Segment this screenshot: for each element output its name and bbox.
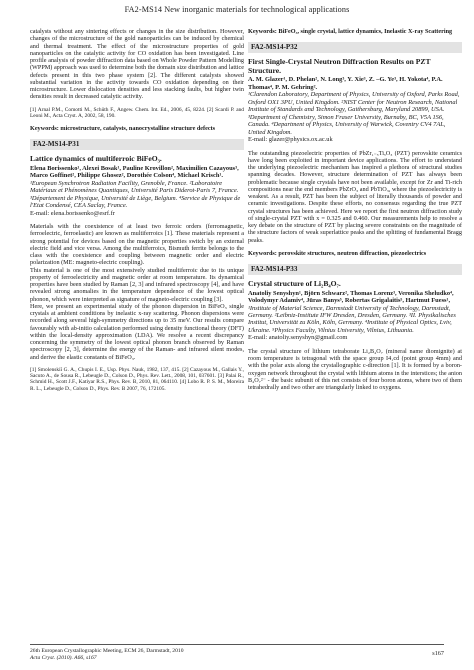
running-header: FA2-MS14 New inorganic materials for technological applications <box>124 5 350 14</box>
abstract-body-p32: The outstanding piezoelectric properties of PbZr₁₋ₓTiₓO₃ (PZT) perovskite ceramics have long been exploited in important device applications. The effort to understand the underlying piezoelectric mechanism has inspired a plethora of structural studies spanning decades. However, structure determination of PZT has always been problematic because single crystals have not been available, except for Zr and Ti-rich compositions near the end members PbZrO₃ and PbTiO₃, where the piezoelectricity is weakest. As a result, PZT has been the subject of literally thousands of powder and ceramic investigations. Despite these efforts, no consensus regarding the true PZT crystal structures has been achieved. Here we report the first neutron diffraction study of single-crystal PZT with x = 0.325 and 0.460. Our measurements help to resolve a key debate on the structure of PZT by placing severe constraints on the magnitude of the structure factors of weak superlattice peaks and the splitting of fundamental Bragg peaks. <box>248 149 462 244</box>
abstract-body1-p31: Materials with the coexistence of at least two ferroic orders (ferromagnetic, ferroelectric, ferroelastic) are known as multiferroics [1]. These materials represent a strong potential for devices based on the magnetic properties switch by an external electric field and vice versa. Among the multiferroics, Bismuth ferrite belongs to the class with the coexistence and coupling between magnetic order and electric polarization (ME: magneto-electric coupling). <box>30 223 244 267</box>
page-footer <box>30 644 444 661</box>
intro-references: [1] Arnal P.M., Comotti M., Schüth F., Angew. Chem. Int. Ed., 2006, 45, 8224. [2] Scardi P. and Leoni M., Acta Cryst. A, 2002, 58, 190. <box>30 106 244 119</box>
left-column <box>30 28 244 392</box>
keywords-p31: Keywords: BiFeO₃, single crystal, lattice dynamics, Inelastic X-ray Scattering <box>248 28 453 35</box>
intro-paragraph: catalysts without any sintering effects or changes in the size distribution. However, changes of the microstructure of the gold nanoparticles can be induced by chemical and thermal treatment. The effect of the microstructure properties of gold nanoparticles on the catalytic activity for CO oxidation has been investigated. Line profile analysis of powder diffraction data based on Whole Powder Pattern Modelling (WPPM) approach was used to determine both the domain size distribution and lattice defects present in this two phase system [2]. The different catalysts showed substantial variation in the activity towards CO oxidation depending on their microstructure. Lower dislocation densities and less stacking faults, but higher twin densities result in decreased catalytic activity. <box>30 28 244 101</box>
abstract-id-p33: FA2-MS14-P33 <box>248 264 462 275</box>
abstract-title-p33: Crystal structure of Li₂B₄O₇. <box>248 279 341 289</box>
keywords-p32: Keywords: perovskite structures, neutron diffraction, piezoelectrics <box>248 249 427 257</box>
abstract-body-p33: The crystal structure of lithium tetraborate Li₂B₄O₇ (mineral name diomignite) at room temperature is tetragonal with the space group I4₁cd (point group 4mm) and with the polar axis along the crystallographic c-direction [1]. It is formed by a boron-oxygen network throughout the crystal with lithium atoms in the interstices; the anion B₄O₇²⁻ - the basic subunit of this net consists of four boron atoms, where two of them tetrahedrally and two other are triangularly linked to oxygens. <box>248 347 462 392</box>
abstract-title-p32: First Single-Crystal Neutron Diffraction Results on PZT Structure. <box>248 57 431 75</box>
abstract-authors-p31: Elena Borissenko¹, Alexei Bosak¹, Pauline Krovillon², Maximilien Cazayous³, Marco Goffinet², Philippe Ghosez², Dorothée Colson⁴, Michael Krisch¹. <box>30 164 239 180</box>
abstract-affiliations-p31: ¹European Synchrotron Radiation Facility, Grenoble, France. ²Laboratoire Matériaux et Phénomènes Quantiques, Université Paris Diderot-Paris 7, France. ³Département de Physique, Université de Liège, Belgium. ⁴Service de Physique de l'Etat Condensé, CEA Saclay, France. <box>30 179 241 210</box>
abstract-id-p31: FA2-MS14-P31 <box>30 139 244 150</box>
page-number: s167 <box>432 650 444 657</box>
abstract-body3-p31: Here, we present an experimental study of the phonon dispersion in BiFeO₃ single crystals at ambient conditions by inelastic x-ray scattering. Phonon dispersions were recorded along several high-symmetry directions up to 35 meV. Our results compare favourably with ab-initio calculation performed using density functional theory (DFT) within the local-density approximation (LDA). We resolve a recent discrepancy concerning the symmetry of the lowest optical phonon branch observed by Raman spectroscopy [2, 3], determine the energy of the Raman- and infrared silent modes, and derive the elastic constants of BiFeO₃. <box>30 302 244 361</box>
abstract-title-p31: Lattice dynamics of multiferroic BiFeO₃. <box>30 154 162 164</box>
footer-conference: 26th European Crystallographic Meeting, ECM 26, Darmstadt, 2010 <box>30 648 184 654</box>
footer-journal: Acta Cryst. (2010). A66, s167 <box>30 654 97 661</box>
abstract-email-p32[interactable]: E-mail: glazer@physics.ox.ac.uk <box>248 136 333 144</box>
intro-keywords: Keywords: microstructure, catalysts, nanocrystalline structure defects <box>30 125 216 133</box>
abstract-affiliations-p33: ¹Institute of Material Science, Darmstadt University of Technology, Darmstadt, Germany. ²Leibniz-Institute IFW Dresden, Dresden, Germany. ³II. Physikalisches Institut, Universität zu Köln, Köln, Germany. ⁴Institute of Physical Optics, Lviv, Ukraine. ⁵Physics Faculty, Vilnius University, Vilnius, Lithuania. <box>248 304 456 334</box>
abstract-email-p33[interactable]: E-mail: anatoliy.senyshyn@gmail.com <box>248 334 348 342</box>
abstract-email-p31[interactable]: E-mail: elena.borissenko@esrf.fr <box>30 209 115 217</box>
abstract-authors-p33: Anatoliy Senyshyn¹, Björn Schwarz², Thomas Lorenz³, Veronika Sheludko⁴, Volodymyr Adamiv⁴, Jūras Banys⁵, Robertas Grigalaitis⁵, Hartmut Fuess¹, <box>248 289 454 305</box>
abstract-references-p31: [1] Smolenskiĭ G. A., Chupis I. E., Usp. Phys. Nauk, 1982, 137, 415. [2] Cazayous M., Gallais Y., Sacuto A., de Sousa R., Lebeugle D., Colson D., Phys. Rev. Lett., 2008, 101, 037601. [3] Palai R., Schmid H., Scott J.F., Katiyar R.S., Phys. Rev. B, 2010, 81, 064110. [4] Lobo R. P. S. M., Moreira R. L., Lebeugle D., Colson D., Phys. Rev. B 2007, 76, 172105. <box>30 366 244 392</box>
abstract-authors-p32: A. M. Glazer¹, D. Phelan², N. Long³, Y. Xie³, Z. –G. Ye³, H. Yokota⁴, P.A. Thomas⁴, P. M. Gehring². <box>248 76 443 91</box>
abstract-affiliations-p32: ¹Clarendon Laboratory, Department of Physics, University of Oxford, Parks Road, Oxford OX1 3PU, United Kingdom. ²NIST Center for Neutron Research, National Institute of Standards and Technology, Gaithersburg, Maryland 20899, USA. ³Department of Chemistry, Simon Fraser University, Burnaby, BC, V5A 1S6, Canada. ⁴Department of Physics, University of Warwick, Coventry CV4 7AL, United Kingdom. <box>248 91 460 136</box>
right-column <box>248 28 462 391</box>
abstract-id-p32: FA2-MS14-P32 <box>248 42 462 53</box>
abstract-body2-p31: This material is one of the most extensively studied multiferroic due to its unique property of ferroelectricity and magnetic order at room temperature. Its dynamical properties have been studied by Raman [2, 3] and infrared spectroscopy [4], and have revealed strong anomalies in the temperature dependence of the lowest optical phonon, which were interpreted as signature of magneto-electric coupling [3]. <box>30 266 244 303</box>
